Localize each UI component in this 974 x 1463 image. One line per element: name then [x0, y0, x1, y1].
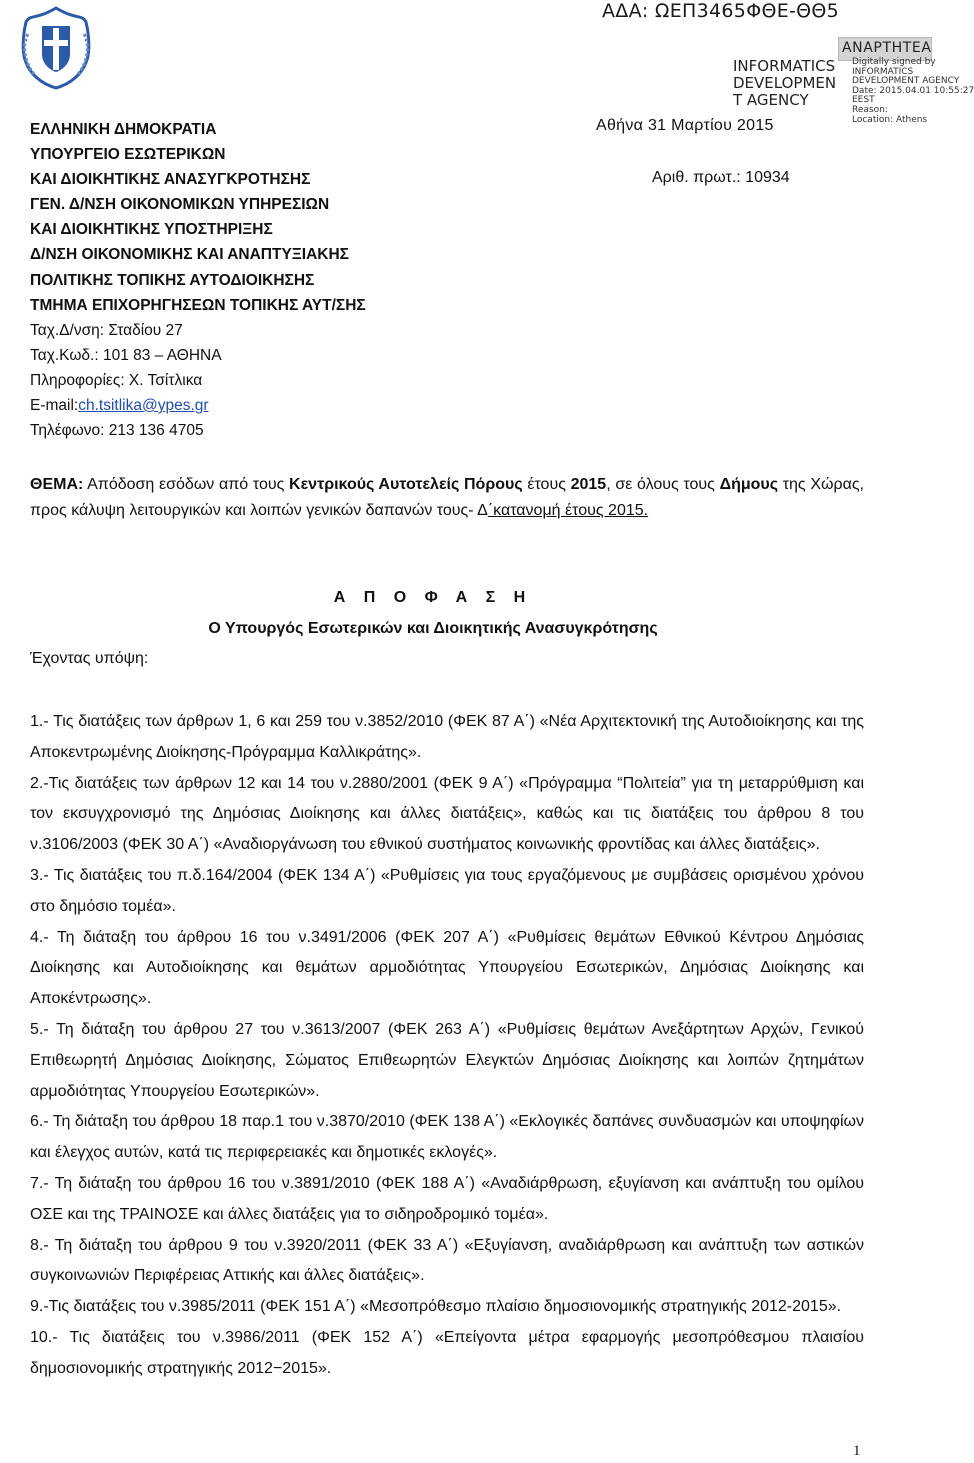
- legal-basis-item: 4.- Τη διάταξη του άρθρου 16 του ν.3491/2006 (ΦΕΚ 207 Α΄) «Ρυθμίσεις θεμάτων Εθνικού Κέντρου Δημόσιας Διοίκησης και Αυτοδιοίκησης και θεμάτων αρμοδιότητας Υπουργείου Εσωτερικών, Δημόσιας Διοίκησης και Αποκέντρωσης».: [30, 928, 864, 1008]
- address-line: Ταχ.Δ/νση: Σταδίου 27: [30, 321, 183, 339]
- decision-title: Α Π Ο Φ Α Σ Η: [333, 589, 533, 606]
- legal-basis-list: [30, 707, 864, 1385]
- legal-basis-item: 6.- Τη διάταξη του άρθρου 18 παρ.1 του ν.3870/2010 (ΦΕΚ 138 Α΄) «Εκλογικές δαπάνες συνδυασμών και υποψηφίων και έλεγχος αυτών, κατά τις περιφερειακές και δημοτικές εκλογές».: [30, 1113, 864, 1162]
- subject-text: της Χώρας, προς κάλυψη λειτουργικών και λοιπών γενικών δαπανών τους- Δ: [30, 476, 865, 519]
- signature-detail-line: INFORMATICS: [852, 66, 914, 77]
- legal-basis-item: 10.- Τις διατάξεις του ν.3986/2011 (ΦΕΚ 152 Α΄) «Επείγοντα μέτρα εφαρμογής μεσοπρόθεσμου πλαισίου δημοσιονομικής στρατηγικής 2012−2015».: [30, 1328, 864, 1377]
- postcode-line: Ταχ.Κωδ.: 101 83 – ΑΘΗΝΑ: [30, 346, 222, 364]
- header-line: ΠΟΛΙΤΙΚΗΣ ΤΟΠΙΚΗΣ ΑΥΤΟΔΙΟΙΚΗΣΗΣ: [30, 271, 315, 289]
- decision-minister: Ο Υπουργός Εσωτερικών και Διοικητικής Ανασυγκρότησης: [208, 620, 658, 637]
- phone-line: Τηλέφωνο: 213 136 4705: [30, 422, 204, 440]
- signature-details: [852, 58, 974, 125]
- signature-org-line: INFORMATICS: [733, 57, 836, 75]
- issuer-header: [30, 117, 366, 443]
- signature-detail-line: Digitally signed by: [852, 57, 936, 67]
- legal-basis-item: 7.- Τη διάταξη του άρθρου 16 του ν.3891/2010 (ΦΕΚ 188 Α΄) «Αναδιάρθρωση, εξυγίανση και ανάπτυξη του ομίλου ΟΣΕ και της ΤΡΑΙΝΟΣΕ και άλλες διατάξεις για το σιδηροδρομικό τομέα».: [30, 1174, 864, 1223]
- header-line: ΓΕΝ. Δ/ΝΣΗ ΟΙΚΟΝΟΜΙΚΩΝ ΥΠΗΡΕΣΙΩΝ: [30, 196, 330, 214]
- header-line: ΚΑΙ ΔΙΟΙΚΗΤΙΚΗΣ ΥΠΟΣΤΗΡΙΞΗΣ: [30, 221, 273, 239]
- header-line: ΚΑΙ ΔΙΟΙΚΗΤΙΚΗΣ ΑΝΑΣΥΓΚΡΟΤΗΣΗΣ: [30, 171, 311, 189]
- signature-detail-line: Date: 2015.04.01 10:55:27: [852, 85, 974, 96]
- subject-text: , σε όλους τους: [606, 476, 720, 493]
- header-line: ΥΠΟΥΡΓΕΙΟ ΕΣΩΤΕΡΙΚΩΝ: [30, 146, 226, 164]
- legal-basis-item: 8.- Τη διάταξη του άρθρου 9 του ν.3920/2011 (ΦΕΚ 33 Α΄) «Εξυγίανση, αναδιάρθρωση και ανάπτυξη των αστικών συγκοινωνιών Περιφέρειας Αττικής και άλλες διατάξεις».: [30, 1236, 864, 1285]
- email-link[interactable]: ch.tsitlika@ypes.gr: [78, 397, 209, 415]
- subject-bold: Κεντρικούς Αυτοτελείς Πόρους: [289, 476, 523, 493]
- subject-bold: Δήμους: [719, 476, 779, 493]
- ada-number: ΑΔΑ: ΩΕΠ3465ΦΘΕ-ΘΘ5: [602, 0, 840, 22]
- signature-org-line: DEVELOPMEN: [733, 74, 837, 92]
- legal-basis-item: 9.-Τις διατάξεις του ν.3985/2011 (ΦΕΚ 151 Α΄) «Μεσοπρόθεσμο πλαίσιο δημοσιονομικής στρατηγικής 2012-2015».: [30, 1298, 842, 1316]
- signature-org-line: T AGENCY: [733, 91, 809, 109]
- subject-label: ΘΕΜΑ:: [30, 476, 84, 493]
- greek-emblem-icon: [18, 4, 94, 90]
- email-label: E-mail:: [30, 397, 79, 415]
- signature-detail-line: EEST: [852, 95, 875, 106]
- signature-detail-line: DEVELOPMENT AGENCY: [852, 76, 960, 87]
- legal-basis-item: 3.- Τις διατάξεις του π.δ.164/2004 (ΦΕΚ 134 Α΄) «Ρυθμίσεις για τους εργαζόμενους με συμβάσεις ορισμένου χρόνου στο δημόσιο τομέα».: [30, 866, 864, 915]
- header-line: ΤΜΗΜΑ ΕΠΙΧΟΡΗΓΗΣΕΩΝ ΤΟΠΙΚΗΣ ΑΥΤ/ΣΗΣ: [30, 296, 366, 314]
- page-number: 1: [853, 1443, 861, 1459]
- subject-underlined: ΄κατανομή έτους 2015.: [487, 502, 649, 519]
- signature-organization: [733, 58, 836, 109]
- subject-text: έτους: [522, 476, 571, 493]
- header-line: Δ/ΝΣΗ ΟΙΚΟΝΟΜΙΚΗΣ ΚΑΙ ΑΝΑΠΤΥΞΙΑΚΗΣ: [30, 246, 349, 264]
- document-date: Αθήνα 31 Μαρτίου 2015: [596, 117, 774, 134]
- signature-name: ΑΝΑΡΤΗΤΕΑ: [842, 40, 932, 56]
- legal-basis-item: 2.-Τις διατάξεις των άρθρων 12 και 14 του ν.2880/2001 (ΦΕΚ 9 Α΄) «Πρόγραμμα “Πολιτεία” για τη μεταρρύθμιση και τον εκσυγχρονισμό της Δημόσιας Διοίκησης και άλλες διατάξεις», καθώς και τις διατάξεις του άρθρου 8 του ν.3106/2003 (ΦΕΚ 30 Α΄) «Αναδιοργάνωση του εθνικού συστήματος κοινωνικής φροντίδας και άλλες διατάξεις».: [30, 774, 864, 854]
- protocol-number: Αριθ. πρωτ.: 10934: [652, 169, 790, 186]
- legal-basis-item: 5.- Τη διάταξη του άρθρου 27 του ν.3613/2007 (ΦΕΚ 263 Α΄) «Ρυθμίσεις θεμάτων Ανεξάρτητων Αρχών, Γενικού Επιθεωρητή Δημόσιας Διοίκησης, Σώματος Επιθεωρητών Ελεγκτών Δημόσιας Διοίκησης και λοιπών ζητημάτων αρμοδιότητας Υπουργείου Εσωτερικών».: [30, 1020, 864, 1100]
- header-line: ΕΛΛΗΝΙΚΗ ΔΗΜΟΚΡΑΤΙΑ: [30, 121, 217, 138]
- signature-detail-line: Reason:: [852, 104, 888, 115]
- info-line: Πληροφορίες: Χ. Τσίτλικα: [30, 371, 203, 389]
- legal-basis-item: 1.- Τις διατάξεις των άρθρων 1, 6 και 259 του ν.3852/2010 (ΦΕΚ 87 Α΄) «Νέα Αρχιτεκτονική της Αυτοδιοίκησης και της Αποκεντρωμένης Διοίκησης-Πρόγραμμα Καλλικράτης».: [30, 713, 864, 761]
- considering-label: Έχοντας υπόψη:: [30, 650, 149, 667]
- subject-paragraph: [30, 472, 864, 524]
- subject-bold: 2015: [570, 476, 607, 493]
- email-line: [30, 393, 366, 418]
- signature-detail-line: Location: Athens: [852, 114, 928, 125]
- subject-text: Απόδοση εσόδων από τους: [83, 476, 290, 493]
